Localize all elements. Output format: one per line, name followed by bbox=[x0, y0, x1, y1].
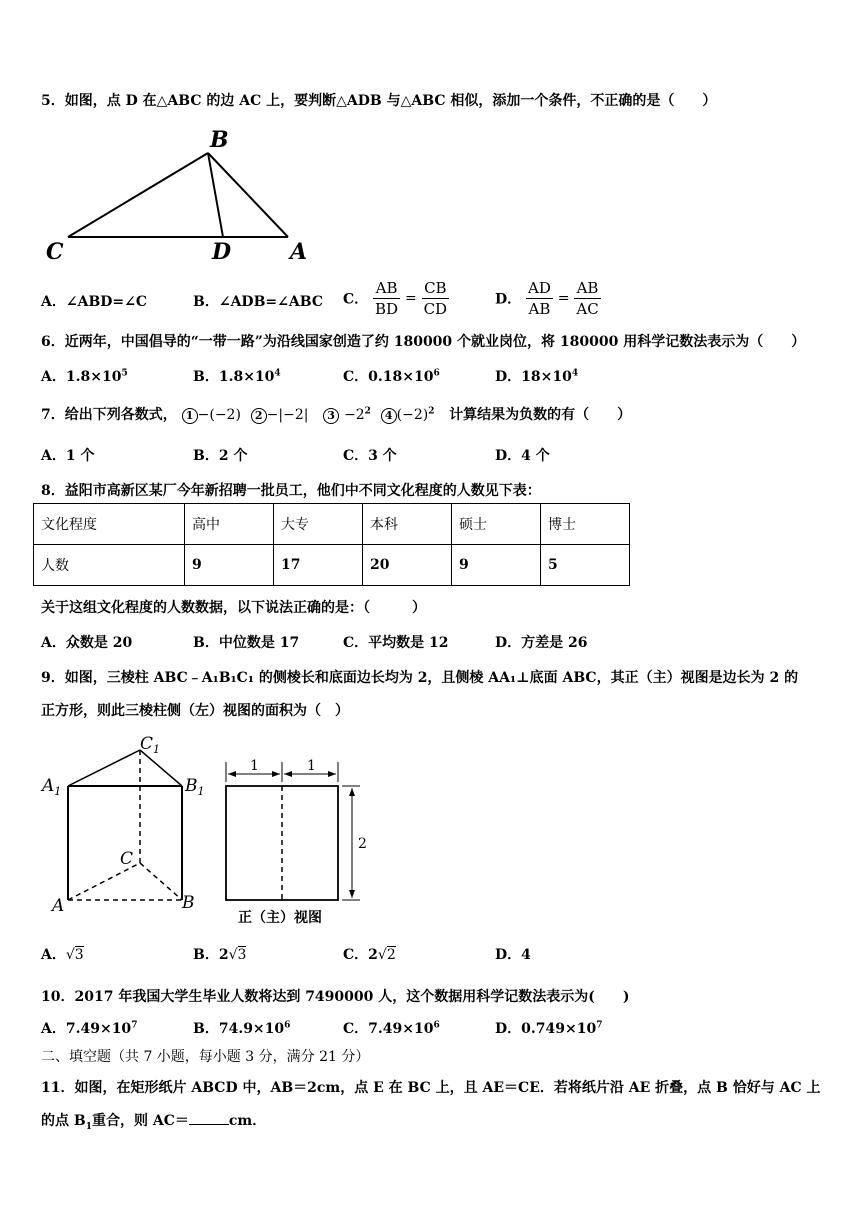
q8-option-b[interactable]: B．中位数是 17 bbox=[193, 635, 300, 651]
q7-option-b[interactable]: B．2 个 bbox=[193, 448, 248, 464]
q5-triangle-figure bbox=[40, 125, 320, 265]
q8-option-c[interactable]: C．平均数是 12 bbox=[343, 635, 449, 651]
q7-option-d[interactable]: D．4 个 bbox=[495, 448, 550, 464]
label-a1: $A_1$ bbox=[42, 776, 62, 798]
q9-option-d[interactable]: D．4 bbox=[495, 947, 531, 963]
q5-option-a[interactable]: A．∠ABD=∠C bbox=[41, 294, 148, 310]
q5-option-d[interactable]: D． $\frac{AD}{AB}$ = $\frac{AB}{AC}$ bbox=[495, 279, 599, 318]
table-cell: 9 bbox=[185, 545, 274, 586]
table-cell: 17 bbox=[274, 545, 363, 586]
answer-blank[interactable] bbox=[189, 1124, 229, 1125]
section-heading: 二、填空题（共 7 小题，每小题 3 分，满分 21 分） bbox=[41, 1049, 370, 1065]
q6-option-c[interactable]: C．$0.18\times 10^6$ bbox=[343, 368, 440, 385]
table-cell: 博士 bbox=[541, 504, 630, 545]
circled-number-2: 2 bbox=[251, 408, 267, 424]
q6-option-d[interactable]: D．$18\times 10^4$ bbox=[495, 368, 579, 385]
q10-option-b[interactable]: B．$74.9\times 10^6$ bbox=[193, 1020, 291, 1037]
education-table bbox=[33, 503, 630, 586]
label-d: D bbox=[212, 239, 232, 265]
q8-option-d[interactable]: D．方差是 26 bbox=[495, 635, 588, 651]
table-cell: 5 bbox=[541, 545, 630, 586]
q9-option-c[interactable]: C．2√2 bbox=[343, 947, 396, 963]
q6-option-b[interactable]: B．$1.8\times 10^4$ bbox=[193, 368, 281, 385]
label-c: C bbox=[46, 239, 64, 265]
circled-number-3: 3 bbox=[323, 408, 339, 424]
table-cell: 文化程度 bbox=[34, 504, 185, 545]
q9-option-b[interactable]: B．2√3 bbox=[193, 947, 247, 963]
table-cell: 本科 bbox=[363, 504, 452, 545]
q10-stem: 10．2017 年我国大学生毕业人数将达到 7490000 人，这个数据用科学记数法表示为( ) bbox=[41, 989, 630, 1005]
q7-option-a[interactable]: A．1 个 bbox=[41, 448, 95, 464]
q8-option-a[interactable]: A．众数是 20 bbox=[41, 635, 133, 651]
label-a: A bbox=[290, 239, 308, 265]
q5-stem: 5．如图，点 D 在△ABC 的边 AC 上，要判断△ADB 与△ABC 相似，添加一个条件，不正确的是（ ） bbox=[41, 93, 717, 109]
table-cell: 硕士 bbox=[452, 504, 541, 545]
q11-stem-line1: 11．如图，在矩形纸片 ABCD 中，AB＝2cm，点 E 在 BC 上，且 AE＝CE．若将纸片沿 AE 折叠，点 B 恰好与 AC 上 bbox=[41, 1080, 821, 1096]
circled-number-1: 1 bbox=[182, 408, 198, 424]
table-row bbox=[34, 545, 630, 586]
q7-option-c[interactable]: C．3 个 bbox=[343, 448, 397, 464]
label-b: B bbox=[210, 127, 229, 153]
q5-option-b[interactable]: B．∠ADB=∠ABC bbox=[193, 294, 323, 310]
label-c: C bbox=[120, 849, 134, 869]
dim-label-1: 1 bbox=[250, 758, 259, 774]
q9-option-a[interactable]: A．√3 bbox=[41, 947, 84, 963]
q6-stem: 6．近两年，中国倡导的“一带一路”为沿线国家创造了约 180000 个就业岗位，将 180000 用科学记数法表示为（ ） bbox=[41, 334, 806, 350]
label-a: A bbox=[52, 896, 65, 916]
q8-stem: 8．益阳市高新区某厂今年新招聘一批员工，他们中不同文化程度的人数见下表： bbox=[41, 483, 541, 499]
q9-stem-line2: 正方形，则此三棱柱侧（左）视图的面积为（ ） bbox=[41, 703, 349, 719]
label-c1: $C_1$ bbox=[140, 734, 161, 756]
table-cell: 9 bbox=[452, 545, 541, 586]
q6-option-a[interactable]: A．$1.8\times 10^5$ bbox=[41, 368, 128, 385]
dim-label-height: 2 bbox=[358, 836, 367, 852]
q10-option-a[interactable]: A．$7.49\times 10^7$ bbox=[41, 1020, 138, 1037]
table-cell: 人数 bbox=[34, 545, 185, 586]
q7-stem: 7．给出下列各数式， 1 −(−2) 2 −|−2| $3 -2^2$ 4 $(-2)^2$ 计算结果为负数的有（ ） bbox=[41, 406, 632, 423]
circled-number-4: 4 bbox=[381, 408, 397, 424]
q10-option-d[interactable]: D．$0.749\times 10^7$ bbox=[495, 1020, 603, 1037]
table-header-row bbox=[34, 504, 630, 545]
table-cell: 20 bbox=[363, 545, 452, 586]
front-view-caption: 正（主）视图 bbox=[238, 910, 322, 926]
label-b1: $B_1$ bbox=[185, 776, 205, 798]
q9-prism-figure bbox=[40, 730, 380, 930]
q5-option-c[interactable]: C． $\frac{AB}{BD}$ = $\frac{CB}{CD}$ bbox=[343, 279, 448, 318]
q10-option-c[interactable]: C．$7.49\times 10^6$ bbox=[343, 1020, 440, 1037]
dim-label-2: 1 bbox=[307, 758, 316, 774]
q9-stem-line1: 9．如图，三棱柱 ABC﹣A₁B₁C₁ 的侧棱长和底面边长均为 2，且侧棱 AA₁⊥底面 ABC，其正（主）视图是边长为 2 的 bbox=[41, 670, 799, 686]
table-cell: 高中 bbox=[185, 504, 274, 545]
table-cell: 大专 bbox=[274, 504, 363, 545]
q8-question: 关于这组文化程度的人数数据，以下说法正确的是：（ ） bbox=[41, 600, 426, 616]
q11-stem-line2: 的点 $B_1$重合，则 AC＝ cm． bbox=[41, 1113, 267, 1132]
label-b: B bbox=[182, 893, 195, 913]
